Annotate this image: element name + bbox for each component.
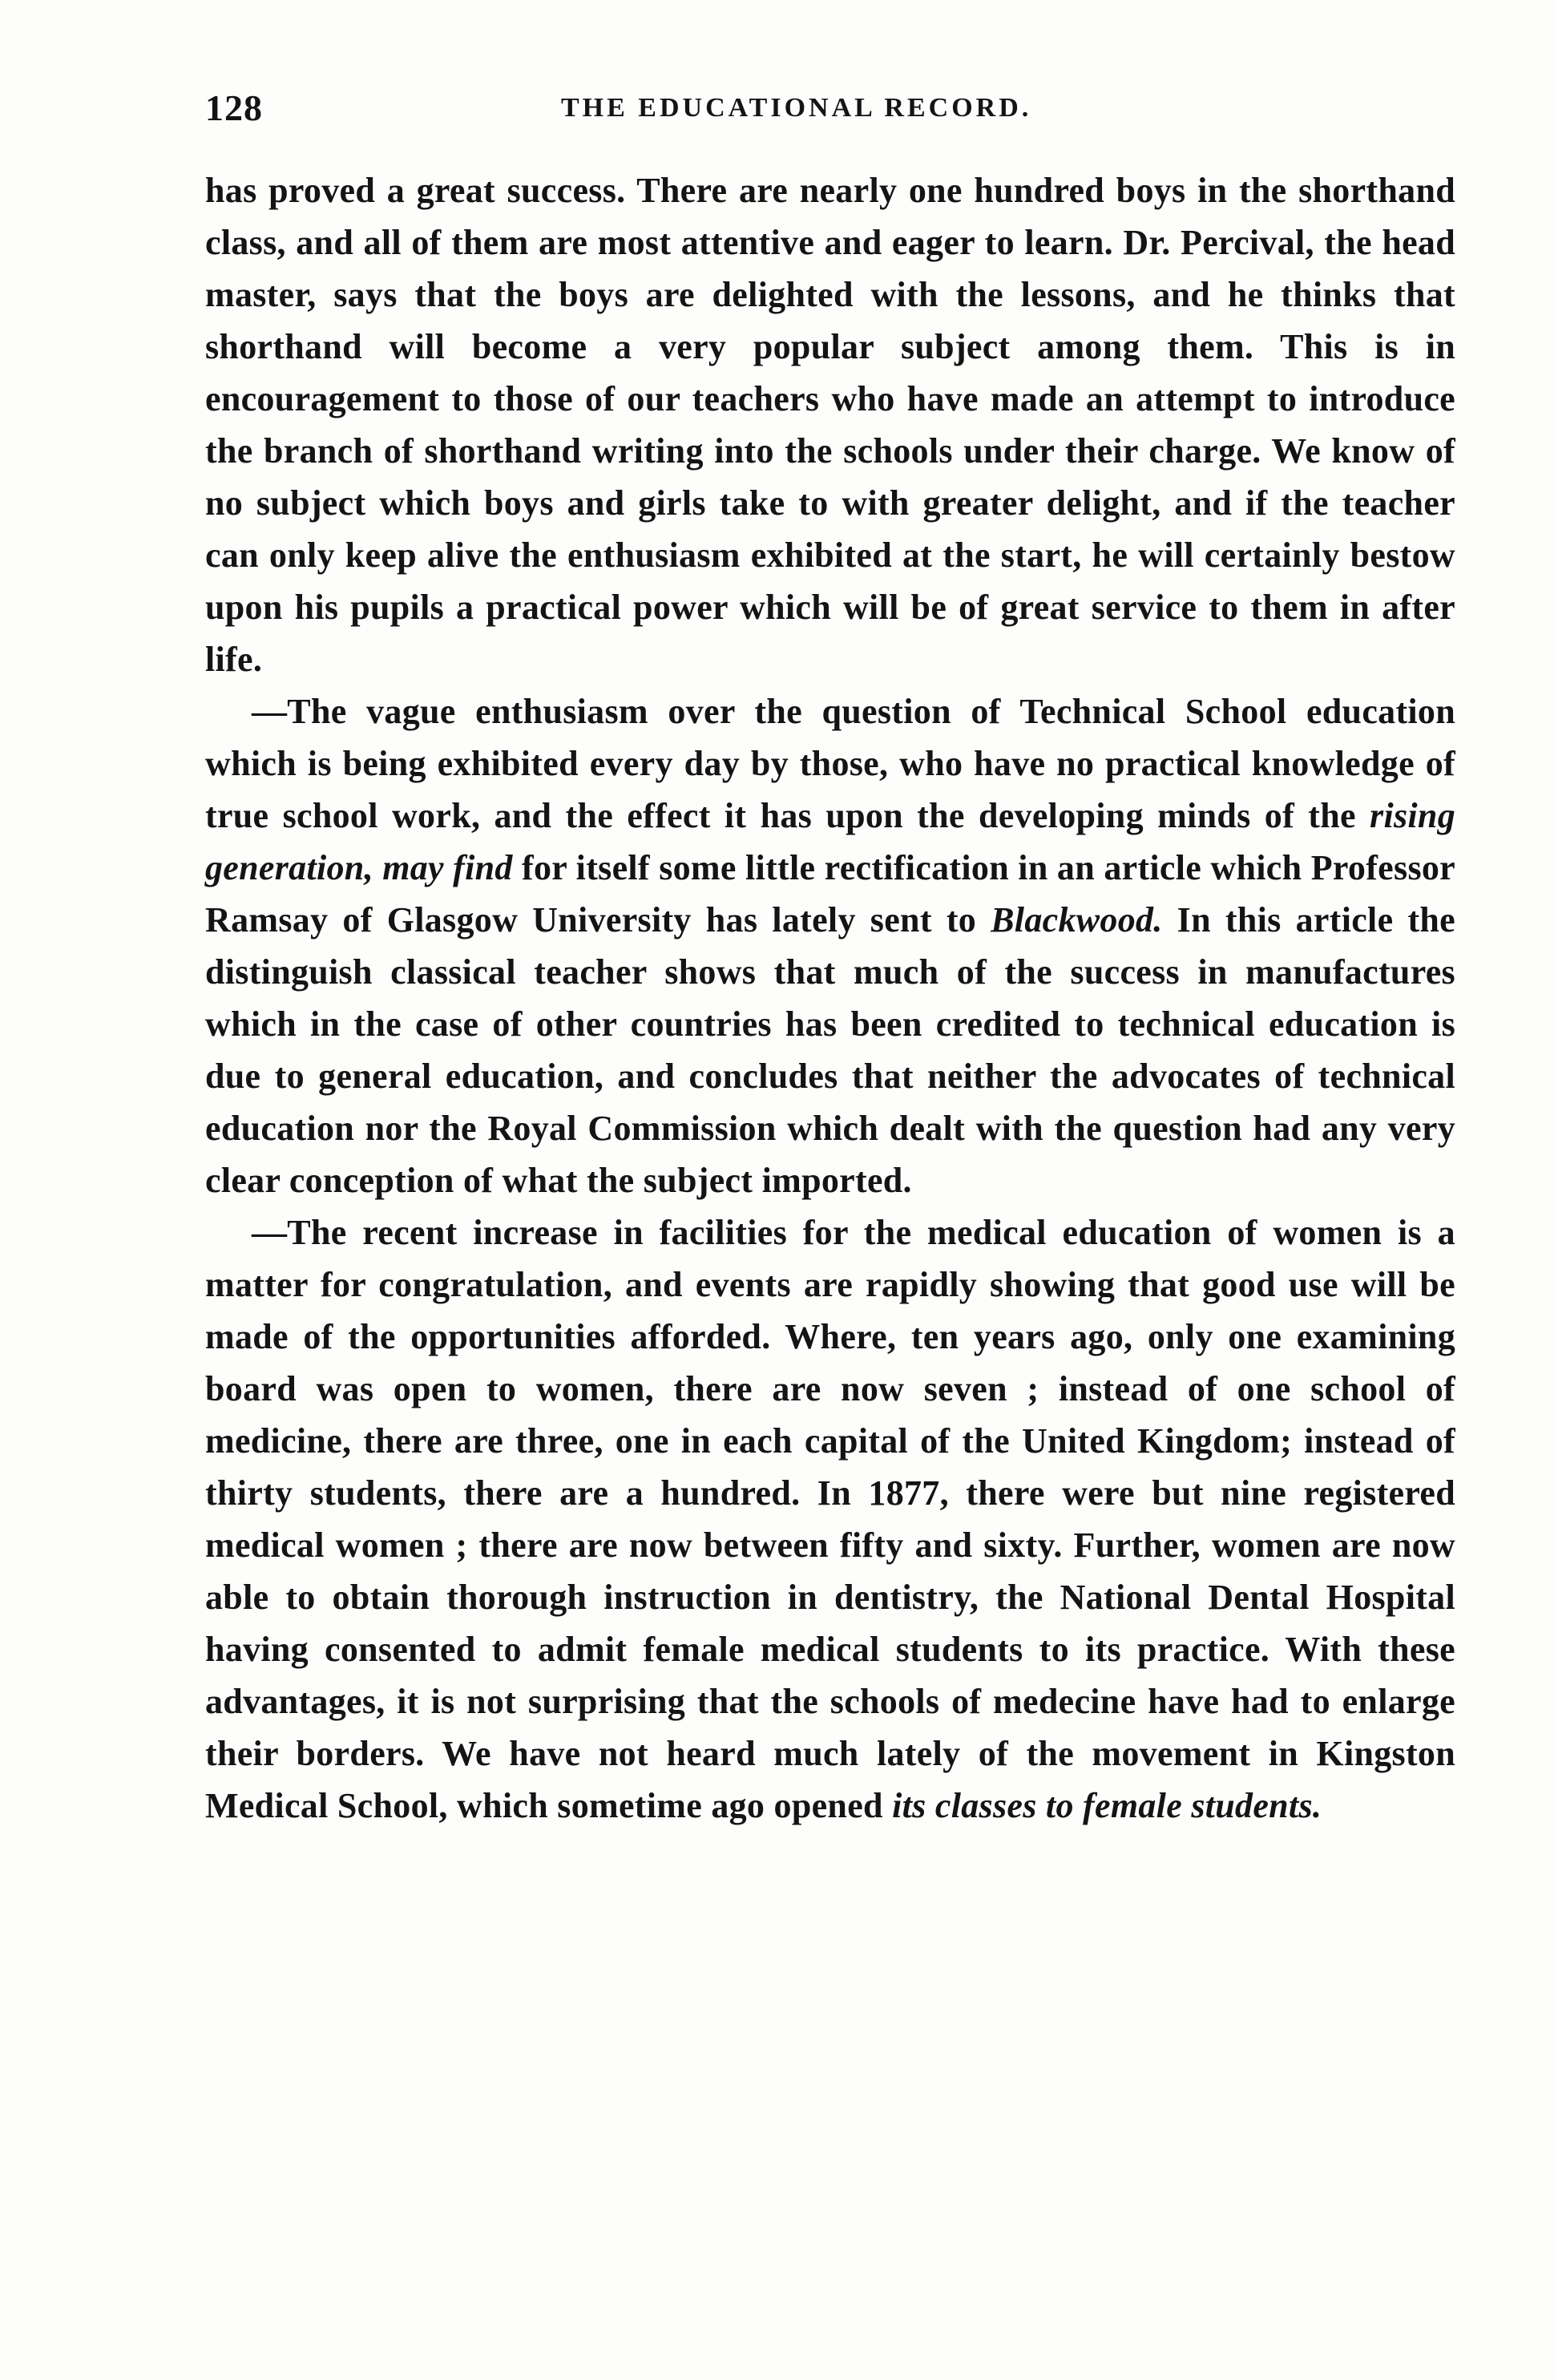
paragraph-text: In this article the distinguish classical teacher shows that much of the success in manufactures which in the case of other countries has been credited to technical education is due to general education, and concludes that neither the advocates of technical education nor the Royal Commission which dealt with the question had any very clear conception of what the subject imported. xyxy=(205,900,1455,1200)
paragraph-text: —The vague enthusiasm over the question of Technical School education which is being exhibited every day by those, who have no practical knowledge of true school work, and the effect it has upon the developing minds of the xyxy=(205,692,1455,835)
paragraph-shorthand-class xyxy=(205,164,1455,685)
italic-phrase: rising generation, may find xyxy=(205,796,1455,887)
running-head xyxy=(205,87,1455,135)
paragraph-medical-education xyxy=(205,1206,1455,1832)
journal-title: THE EDUCATIONAL RECORD. xyxy=(561,93,1032,123)
paragraph-text: for itself some little rectification in an article which Professor Ramsay of Glasgow University has lately sent to xyxy=(205,848,1455,939)
journal-name-italic: Blackwood. xyxy=(991,900,1163,939)
paragraph-technical-education xyxy=(205,685,1455,1206)
page-number: 128 xyxy=(205,87,263,128)
paragraph-text: has proved a great success. There are nearly one hundred boys in the shorthand class, and all of them are most attentive and eager to learn. Dr. Percival, the head master, says that the boys are delighted with the lessons, and he thinks that shorthand will become a very popular subject among them. This is in encouragement to those of our teachers who have made an attempt to introduce the branch of shorthand writing into the schools under their charge. We know of no subject which boys and girls take to with greater delight, and if the teacher can only keep alive the enthusiasm exhibited at the start, he will certainly bestow upon his pupils a practical power which will be of great service to them in after life. xyxy=(205,171,1455,679)
paragraph-text: —The recent increase in facilities for the medical education of women is a matter for congratulation, and events are rapidly showing that good use will be made of the opportunities afforded. Where, ten years ago, only one examining board was open to women, there are now seven ; instead of one school of medicine, there are three, one in each capital of the United Kingdom; instead of thirty students, there are a hundred. In 1877, there were but nine registered medical women ; there are now between fifty and sixty. Further, women are now able to obtain thorough instruction in dentistry, the National Dental Hospital having consented to admit female medical students to its practice. With these advantages, it is not surprising that the schools of medecine have had to enlarge their borders. We have not heard much lately of the movement in Kingston Medical School, which sometime ago opened xyxy=(205,1213,1455,1825)
italic-phrase: its classes to female students. xyxy=(892,1786,1322,1825)
article-body xyxy=(205,164,1455,1832)
